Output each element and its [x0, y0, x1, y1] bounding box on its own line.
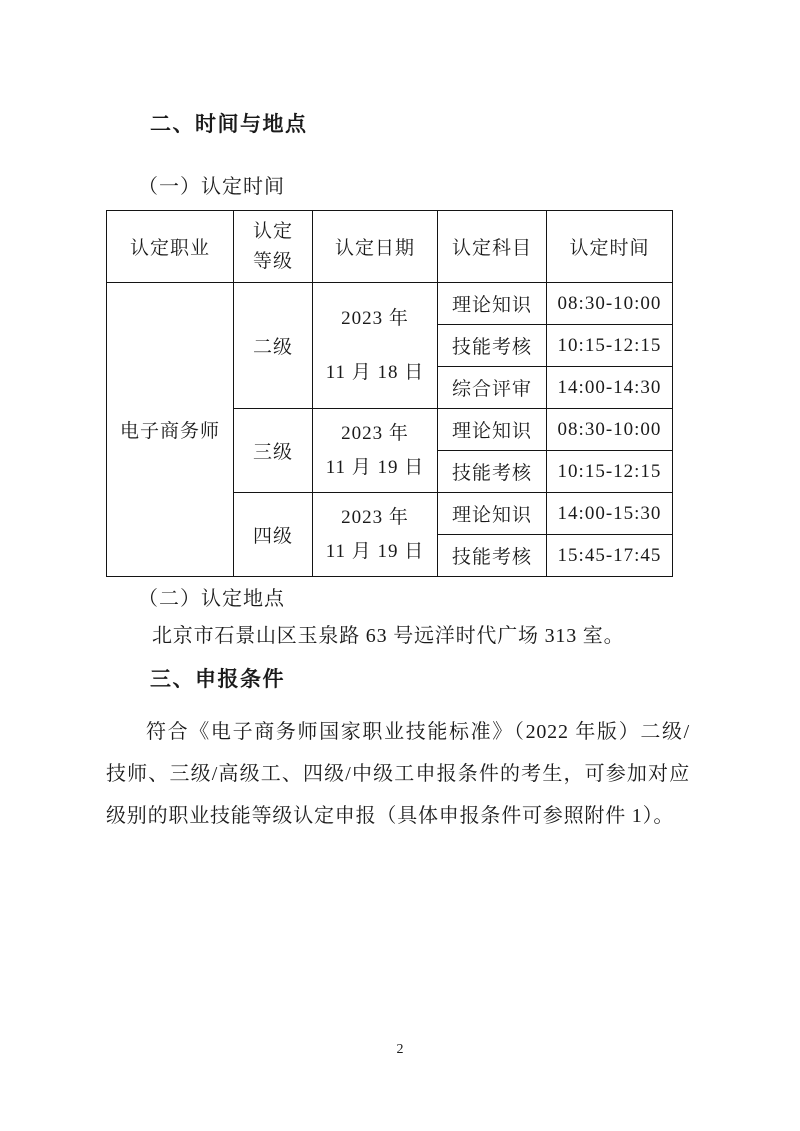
- section-heading-time-place: 二、时间与地点: [150, 113, 308, 136]
- time-cell: 10:15-12:15: [547, 451, 673, 493]
- date-year: 2023 年: [341, 422, 409, 444]
- time-cell: 14:00-14:30: [547, 367, 673, 409]
- level-cell: 三级: [234, 409, 313, 493]
- header-cell-time: 认定时间: [547, 211, 673, 283]
- time-cell: 08:30-10:00: [547, 409, 673, 451]
- subject-cell: 理论知识: [438, 493, 547, 535]
- subject-cell: 技能考核: [438, 325, 547, 367]
- header-cell-occupation: 认定职业: [107, 211, 234, 283]
- level-cell: 二级: [234, 283, 313, 409]
- table-header-row: [107, 211, 673, 283]
- occupation-cell: 电子商务师: [107, 283, 234, 577]
- table-row: [107, 283, 673, 325]
- header-cell-date: 认定日期: [313, 211, 438, 283]
- date-year: 2023 年: [341, 307, 409, 329]
- header-cell-level-label: 认定等级: [252, 220, 293, 272]
- date-day: 11 月 18 日: [325, 361, 425, 383]
- subject-cell: 技能考核: [438, 535, 547, 577]
- certification-address: 北京市石景山区玉泉路 63 号远洋时代广场 313 室。: [152, 625, 625, 647]
- header-cell-subject: 认定科目: [438, 211, 547, 283]
- date-day: 11 月 19 日: [325, 540, 425, 562]
- time-cell: 10:15-12:15: [547, 325, 673, 367]
- subject-cell: 综合评审: [438, 367, 547, 409]
- certification-schedule-table: [106, 210, 673, 577]
- time-cell: 15:45-17:45: [547, 535, 673, 577]
- page-content: [106, 0, 690, 837]
- subsection-heading-cert-time: （一）认定时间: [138, 176, 285, 198]
- subject-cell: 技能考核: [438, 451, 547, 493]
- requirements-paragraph: 符合《电子商务师国家职业技能标准》（2022 年版）二级/技师、三级/高级工、四级/中级工申报条件的考生，可参加对应级别的职业技能等级认定申报（具体申报条件可参照附件 1）。: [106, 721, 690, 827]
- section-heading-requirements: 三、申报条件: [150, 668, 285, 691]
- subsection-heading-cert-place: （二）认定地点: [138, 588, 285, 610]
- level-cell: 四级: [234, 493, 313, 577]
- time-cell: 08:30-10:00: [547, 283, 673, 325]
- page-number: 2: [396, 1042, 404, 1057]
- subject-cell: 理论知识: [438, 283, 547, 325]
- header-cell-level: [234, 211, 313, 283]
- date-cell: [313, 493, 438, 577]
- date-day: 11 月 19 日: [325, 456, 425, 478]
- time-cell: 14:00-15:30: [547, 493, 673, 535]
- date-cell: [313, 283, 438, 409]
- date-year: 2023 年: [341, 506, 409, 528]
- date-cell: [313, 409, 438, 493]
- subject-cell: 理论知识: [438, 409, 547, 451]
